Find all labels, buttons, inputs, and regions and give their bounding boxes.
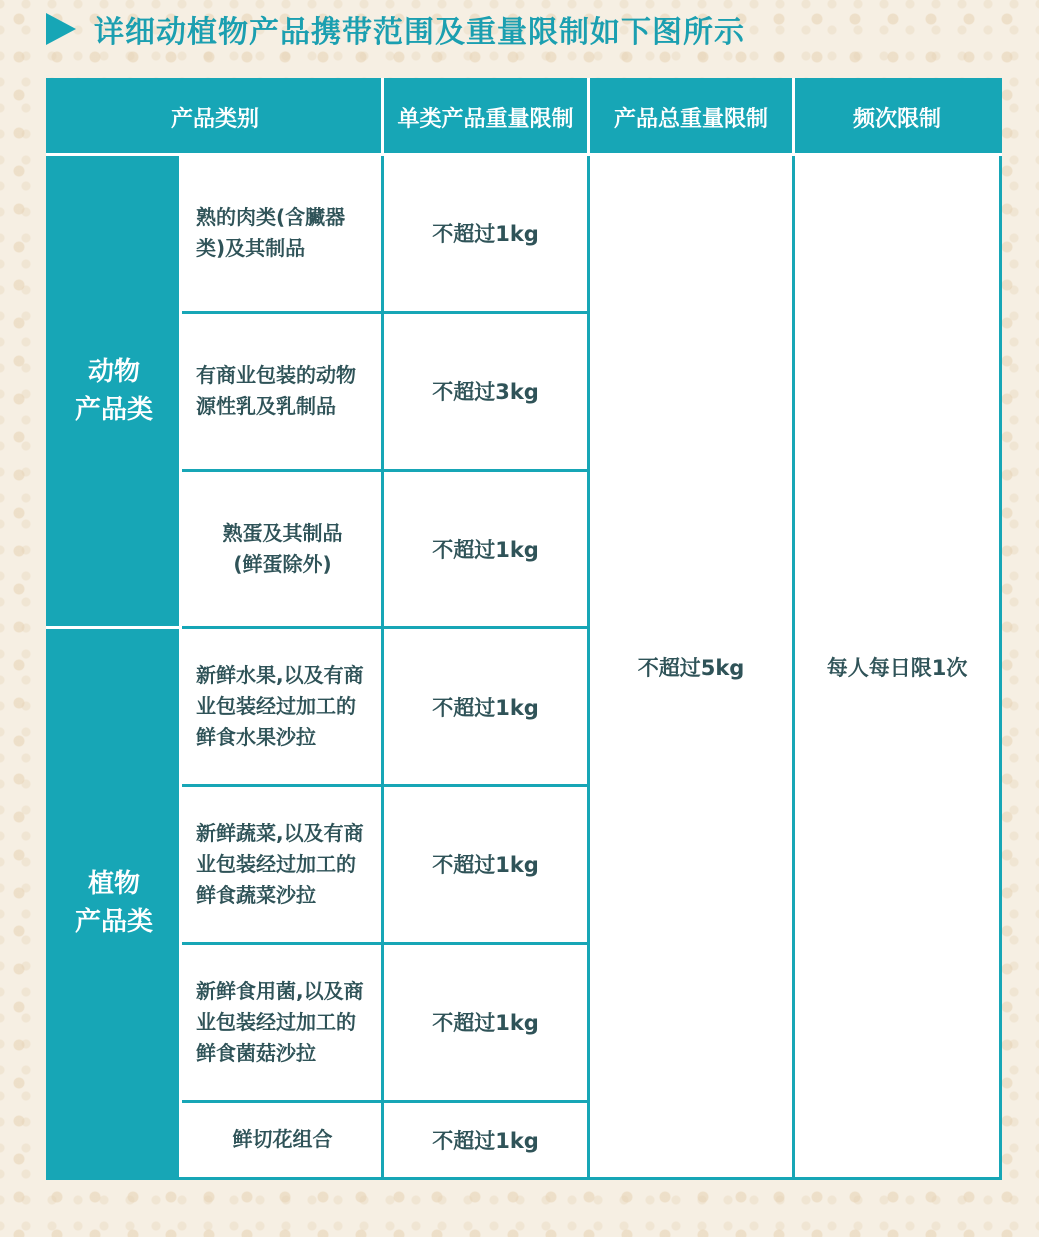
item-name: 有商业包装的动物源性乳及乳制品 xyxy=(181,312,383,470)
frequency-limit-cell: 每人每日限1次 xyxy=(794,155,1001,1179)
item-name: 熟的肉类(含臟器类)及其制品 xyxy=(181,155,383,313)
header-single-weight-limit: 单类产品重量限制 xyxy=(383,80,589,155)
play-triangle-icon xyxy=(46,13,76,45)
item-name: 新鲜食用菌,以及商业包装经过加工的鲜食菌菇沙拉 xyxy=(181,943,383,1101)
item-weight-limit: 不超过1kg xyxy=(383,943,589,1101)
item-name xyxy=(181,470,383,628)
item-name: 新鲜水果,以及有商业包装经过加工的鲜食水果沙拉 xyxy=(181,628,383,786)
item-name: 新鲜蔬菜,以及有商业包装经过加工的鲜食蔬菜沙拉 xyxy=(181,786,383,944)
item-weight-limit: 不超过1kg xyxy=(383,1101,589,1178)
total-weight-limit-cell: 不超过5kg xyxy=(589,155,794,1179)
item-weight-limit: 不超过3kg xyxy=(383,312,589,470)
table-header-row xyxy=(48,80,1001,155)
item-weight-limit: 不超过1kg xyxy=(383,628,589,786)
item-name: 鲜切花组合 xyxy=(181,1101,383,1178)
item-weight-limit: 不超过1kg xyxy=(383,470,589,628)
product-limits-table-container xyxy=(46,78,999,1180)
page-title: 详细动植物产品携带范围及重量限制如下图所示 xyxy=(94,15,745,50)
table-row xyxy=(48,155,1001,313)
product-limits-table xyxy=(46,78,1002,1180)
item-weight-limit: 不超过1kg xyxy=(383,155,589,313)
group-label: 动物 产品类 xyxy=(74,357,153,426)
header-total-weight-limit: 产品总重量限制 xyxy=(589,80,794,155)
page-header xyxy=(46,6,745,52)
group-animal-products xyxy=(48,155,181,628)
group-plant-products xyxy=(48,628,181,1179)
header-frequency-limit: 频次限制 xyxy=(794,80,1001,155)
item-name-text: 熟蛋及其制品 (鲜蛋除外) xyxy=(222,520,343,576)
group-label: 植物 产品类 xyxy=(74,869,153,938)
item-weight-limit: 不超过1kg xyxy=(383,786,589,944)
header-product-category: 产品类别 xyxy=(48,80,383,155)
